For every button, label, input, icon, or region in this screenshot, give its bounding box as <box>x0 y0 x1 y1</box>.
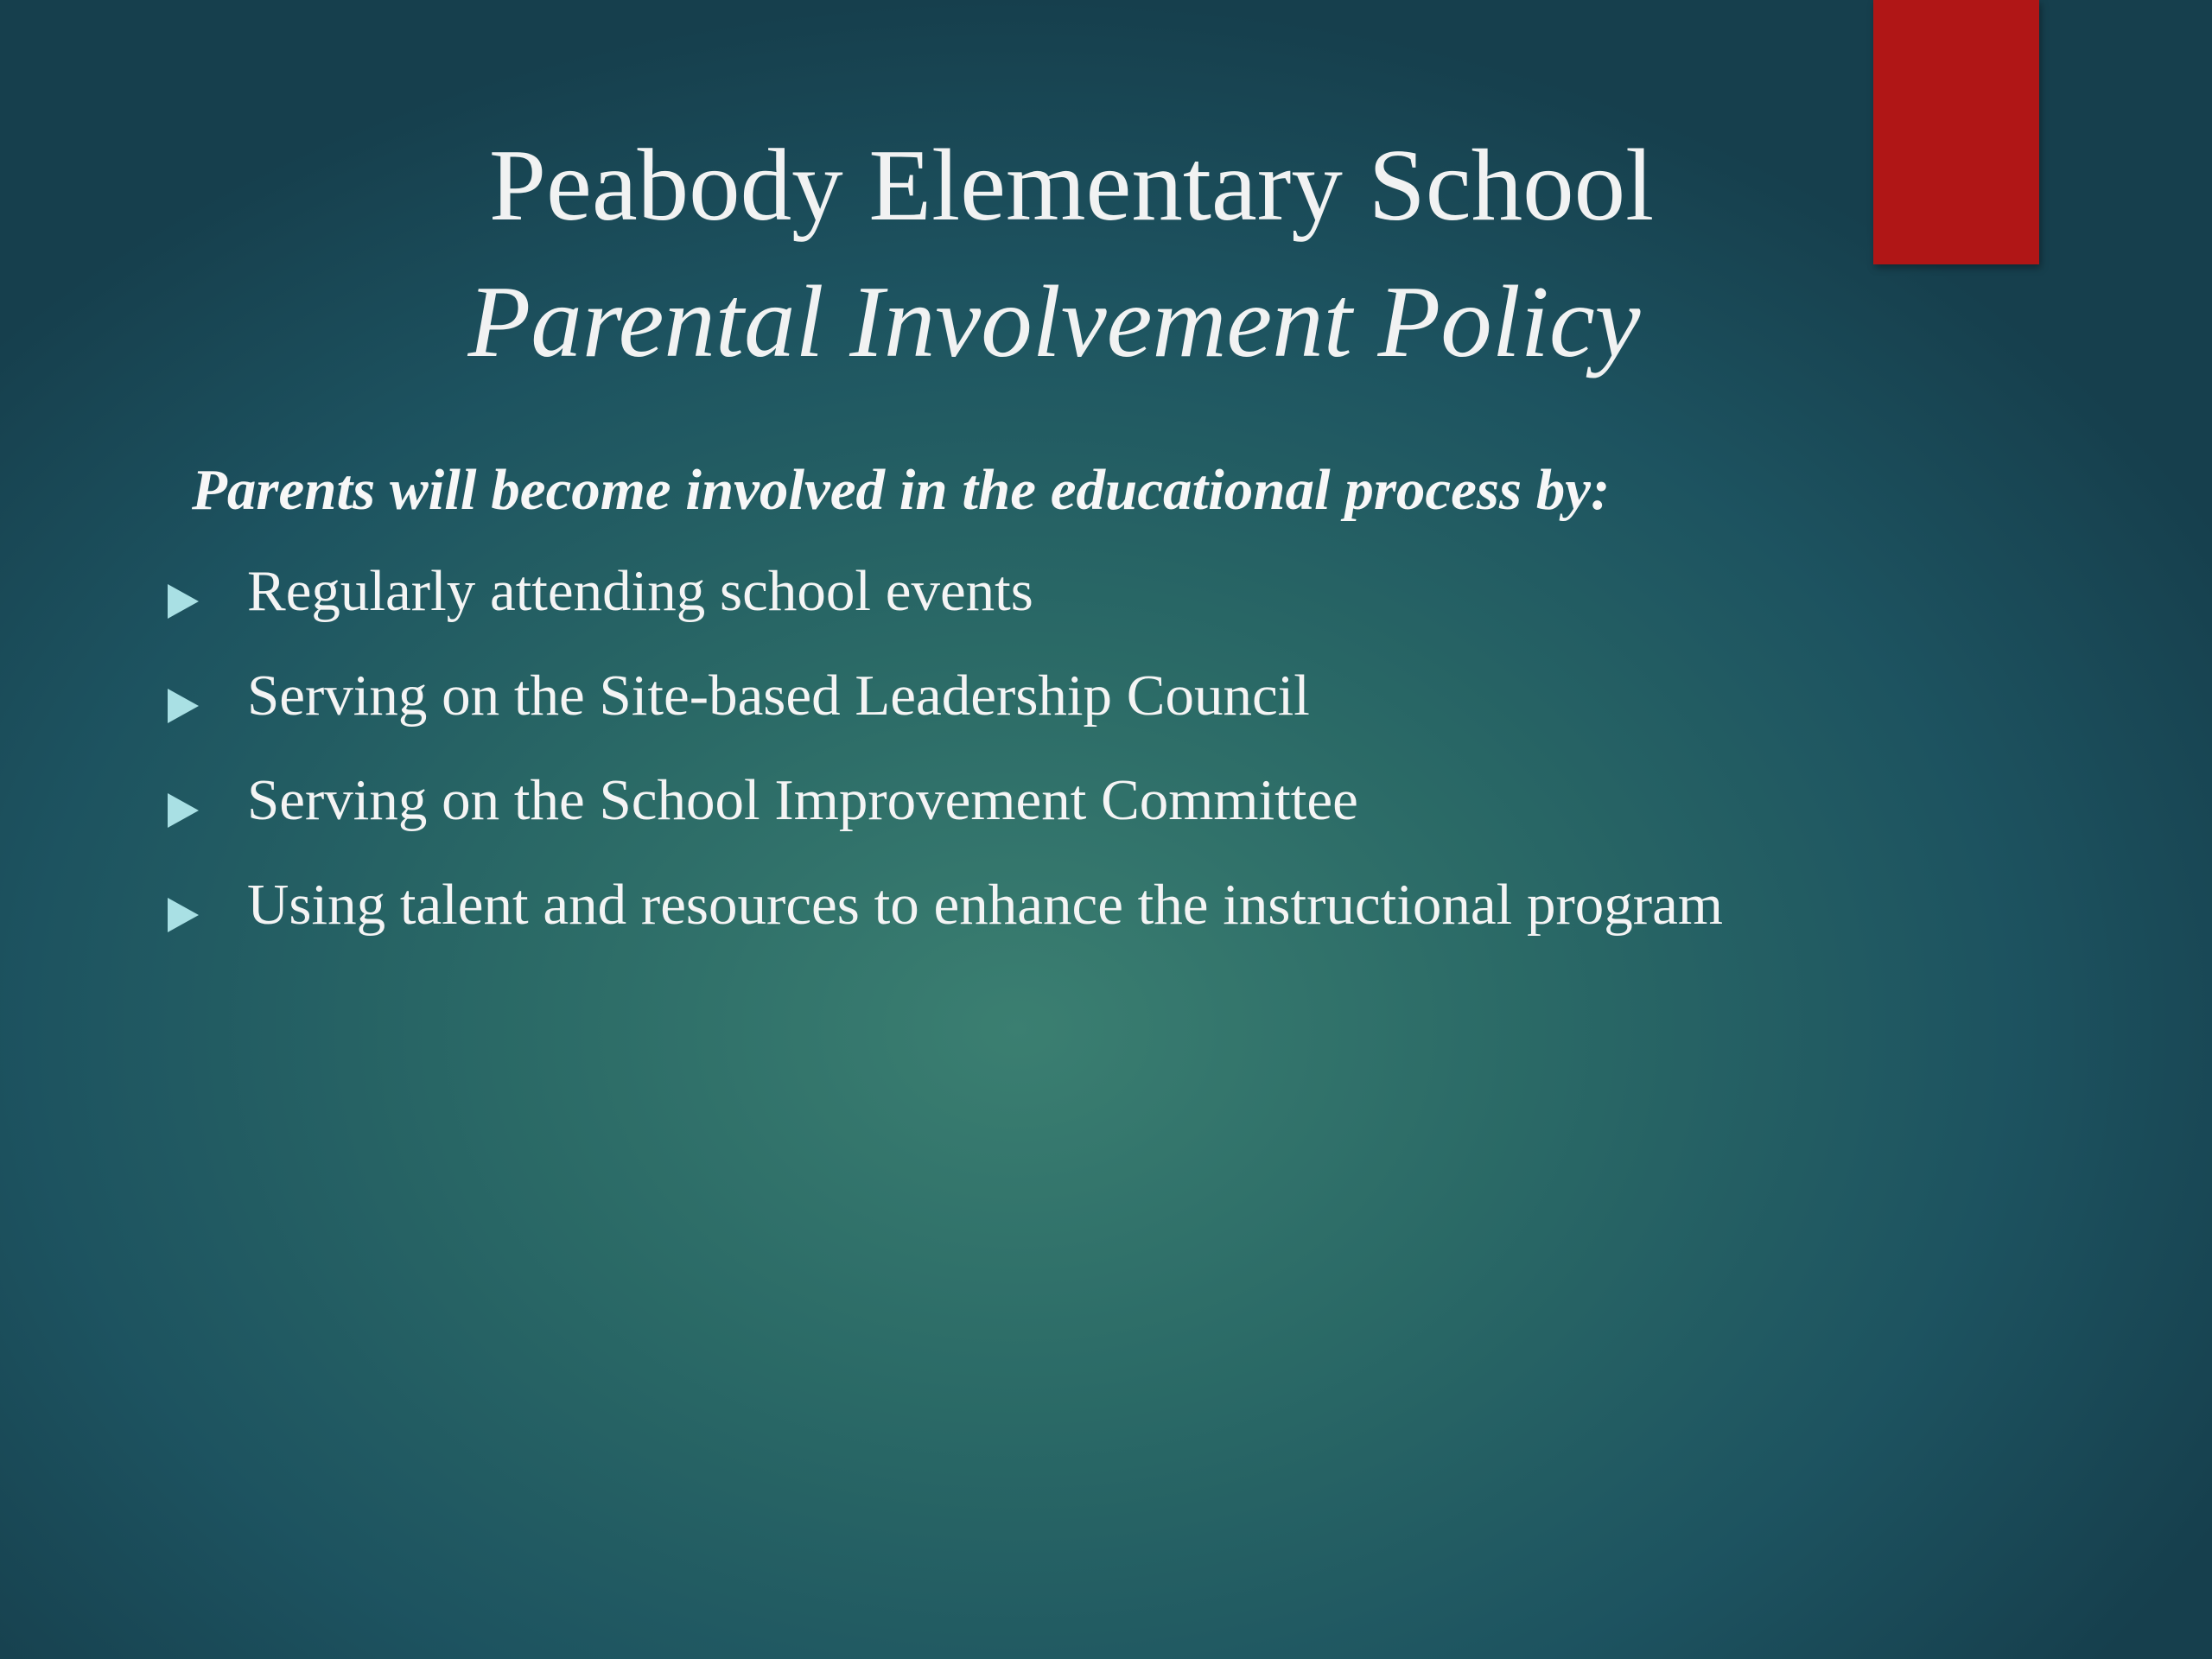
intro-text: Parents will become involved in the educational process by: <box>192 458 1611 522</box>
triangle-bullet-icon <box>168 689 199 723</box>
triangle-bullet-icon <box>168 793 199 828</box>
triangle-bullet-icon <box>168 898 199 932</box>
slide-title <box>0 117 2143 390</box>
title-policy-name: Parental Involvement Policy <box>467 264 1641 378</box>
bullet-text: Regularly attending school events <box>247 559 1033 623</box>
triangle-bullet-icon <box>168 584 199 619</box>
bullet-text: Serving on the Site-based Leadership Council <box>247 664 1310 728</box>
bullet-text: Using talent and resources to enhance the instructional program <box>247 873 1723 937</box>
title-school-name: Peabody Elementary School <box>488 128 1655 242</box>
bullet-text: Serving on the School Improvement Committee <box>247 768 1358 832</box>
